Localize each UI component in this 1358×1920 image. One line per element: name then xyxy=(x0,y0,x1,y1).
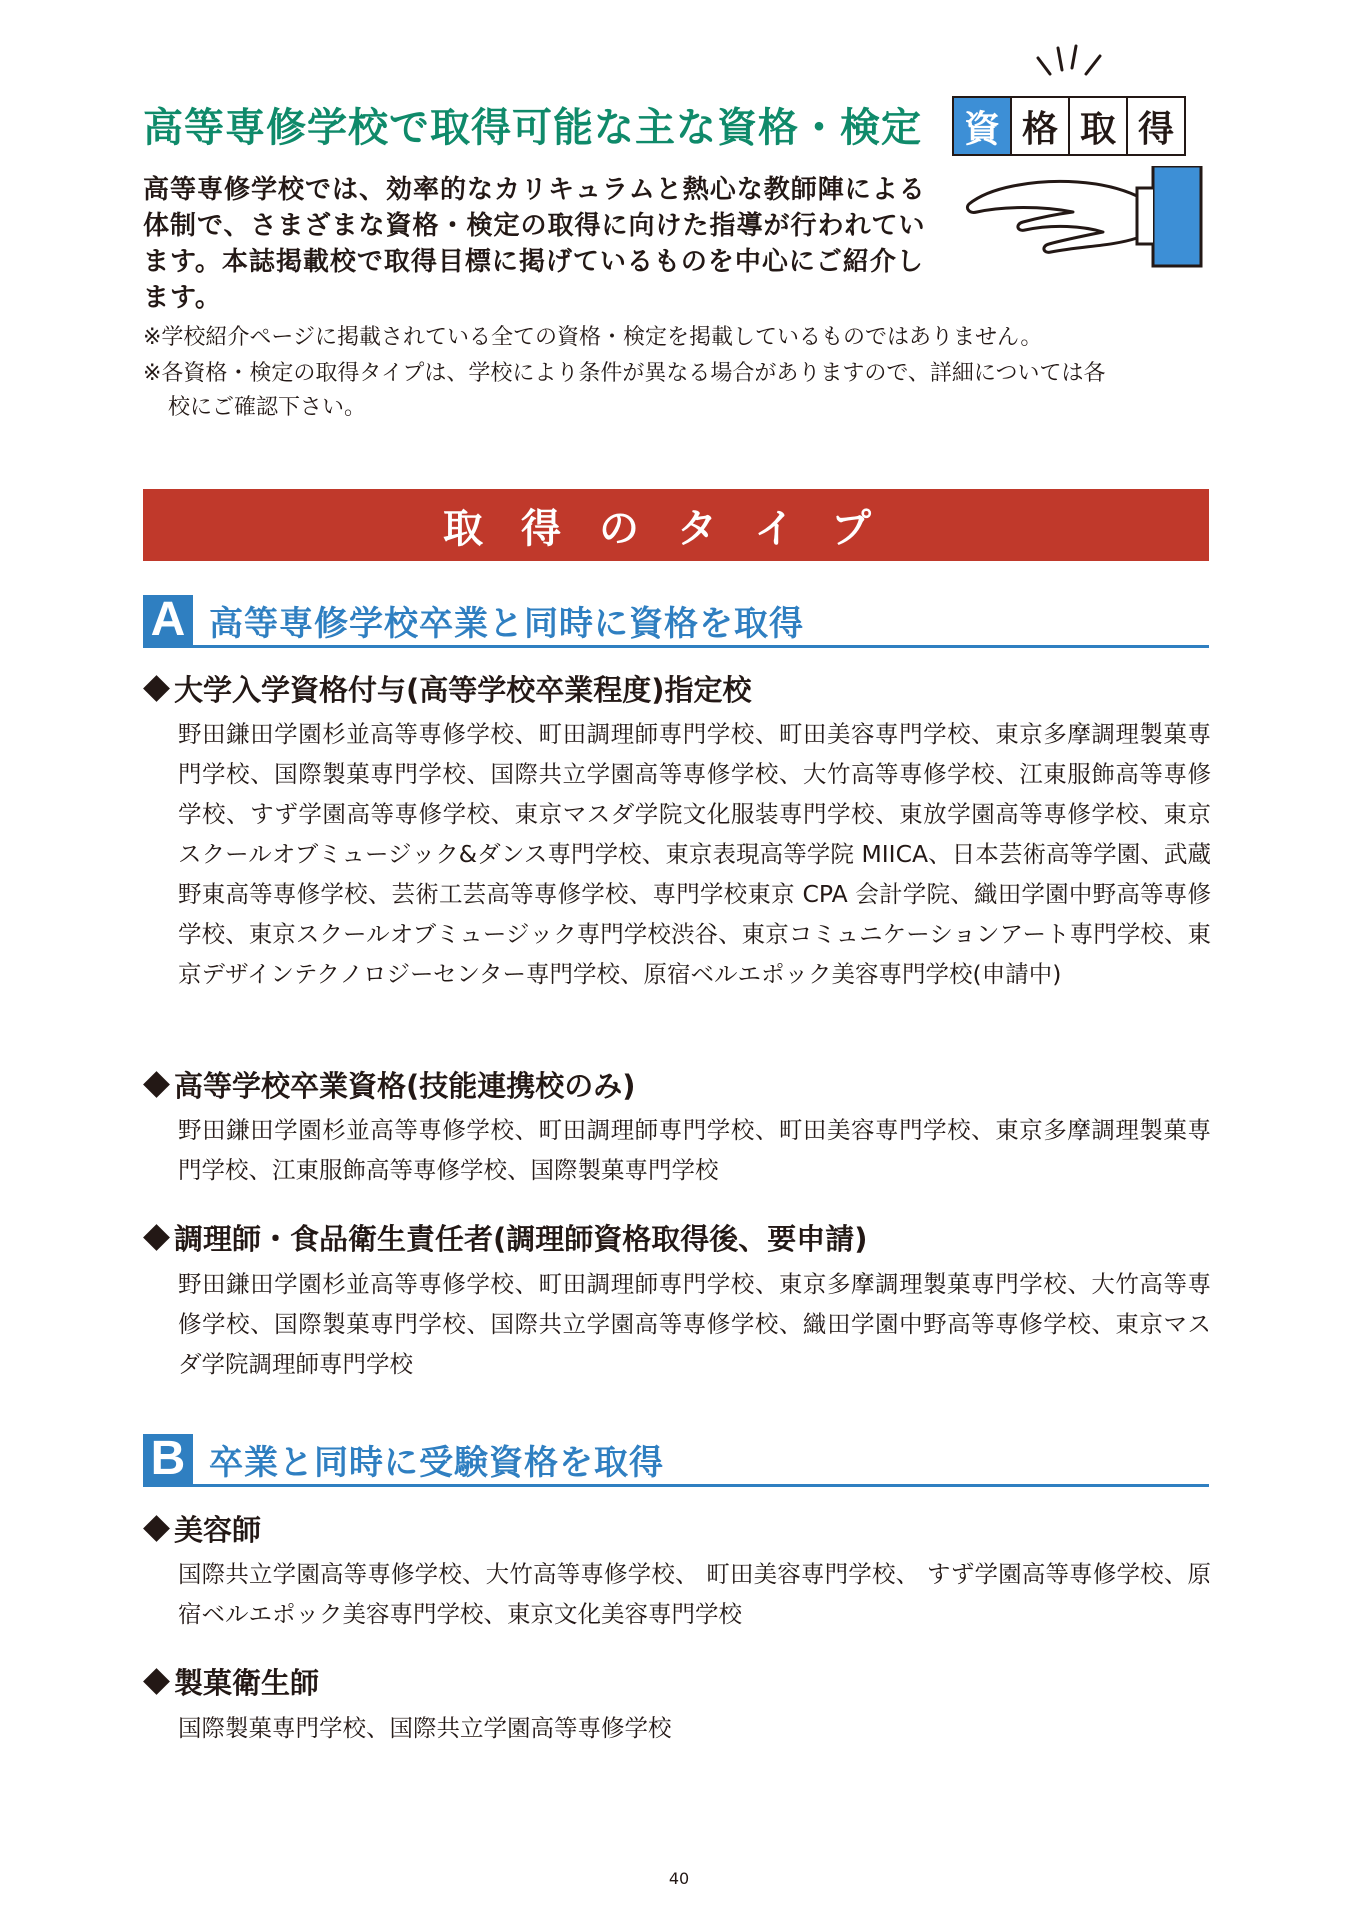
section-a-header xyxy=(143,595,1209,648)
page-number: 40 xyxy=(668,1869,690,1888)
badge-char: 資 xyxy=(952,96,1012,156)
section-title: 高等専修学校卒業と同時に資格を取得 xyxy=(209,603,804,644)
school-list: 野田鎌田学園杉並高等専修学校、町田調理師専門学校、東京多摩調理製菓専門学校、大竹高等専修学校、国際製菓専門学校、国際共立学園高等専修学校、織田学園中野高等専修学校、東京マスダ学院調理師専門学校 xyxy=(178,1270,1211,1378)
subsection-heading-text: 高等学校卒業資格(技能連携校のみ) xyxy=(174,1069,636,1103)
badge-char: 格 xyxy=(1010,96,1070,156)
subsection-heading xyxy=(143,1064,636,1105)
note: ※各資格・検定の取得タイプは、学校により条件が異なる場合がありますので、詳細については各 xyxy=(143,361,1106,386)
school-list: 国際共立学園高等専修学校、大竹高等専修学校、 町田美容専門学校、 すず学園高等専修学校、原宿ベルエポック美容専門学校、東京文化美容専門学校 xyxy=(178,1560,1211,1628)
badge-char: 得 xyxy=(1126,96,1186,156)
diamond-bullet-icon xyxy=(143,1515,170,1542)
open-hand-icon xyxy=(963,166,1213,271)
burst-lines-icon xyxy=(1030,44,1110,84)
section-letter: A xyxy=(143,595,193,645)
diamond-bullet-icon xyxy=(143,1668,170,1695)
subsection-heading-text: 大学入学資格付与(高等学校卒業程度)指定校 xyxy=(174,673,752,707)
subsection-heading xyxy=(143,1508,261,1549)
subsection-heading xyxy=(143,1217,868,1258)
section-b-header xyxy=(143,1434,1209,1487)
school-list: 国際製菓専門学校、国際共立学園高等専修学校 xyxy=(178,1714,672,1742)
subsection-heading-text: 美容師 xyxy=(174,1513,262,1547)
note: ※学校紹介ページに掲載されている全ての資格・検定を掲載しているものではありません。 xyxy=(143,325,1043,350)
qualification-badge xyxy=(952,96,1186,156)
types-banner: 取得のタイプ xyxy=(143,489,1209,561)
diamond-bullet-icon xyxy=(143,1224,170,1251)
subsection-heading-text: 調理師・食品衛生責任者(調理師資格取得後、要申請) xyxy=(174,1222,868,1256)
subsection-heading xyxy=(143,668,752,709)
intro-paragraph: 高等専修学校では、効率的なカリキュラムと熱心な教師陣による体制で、さまざまな資格・検定の取得に向けた指導が行われています。本誌掲載校で取得目標に掲げているものを中心にご紹介します。 xyxy=(143,175,926,313)
note-continuation: 校にご確認下さい。 xyxy=(168,395,367,420)
diamond-bullet-icon xyxy=(143,675,170,702)
school-list: 野田鎌田学園杉並高等専修学校、町田調理師専門学校、町田美容専門学校、東京多摩調理製菓専門学校、国際製菓専門学校、国際共立学園高等専修学校、大竹高等専修学校、江東服飾高等専修学校、すず学園高等専修学校、東京マスダ学院文化服装専門学校、東放学園高等専修学校、東京スクールオブミュージック&ダンス専門学校、東京表現高等学院 MIICA、日本芸術高等学園、武蔵野東高等専修学校、芸術工芸高等専修学校、専門学校東京 CPA 会計学院、織田学園中野高等専修学校、東京スクールオブミュージック専門学校渋谷、東京コミュニケーションアート専門学校、東京デザインテクノロジーセンター専門学校、原宿ベルエポック美容専門学校(申請中) xyxy=(178,720,1211,988)
notes xyxy=(143,320,1213,426)
section-title: 卒業と同時に受験資格を取得 xyxy=(209,1442,664,1483)
section-letter: B xyxy=(143,1434,193,1484)
subsection-heading-text: 製菓衛生師 xyxy=(174,1666,320,1700)
school-list: 野田鎌田学園杉並高等専修学校、町田調理師専門学校、町田美容専門学校、東京多摩調理製菓専門学校、江東服飾高等専修学校、国際製菓専門学校 xyxy=(178,1116,1211,1184)
diamond-bullet-icon xyxy=(143,1071,170,1098)
page-title: 高等専修学校で取得可能な主な資格・検定 xyxy=(143,105,922,151)
badge-char: 取 xyxy=(1068,96,1128,156)
subsection-heading xyxy=(143,1661,319,1702)
